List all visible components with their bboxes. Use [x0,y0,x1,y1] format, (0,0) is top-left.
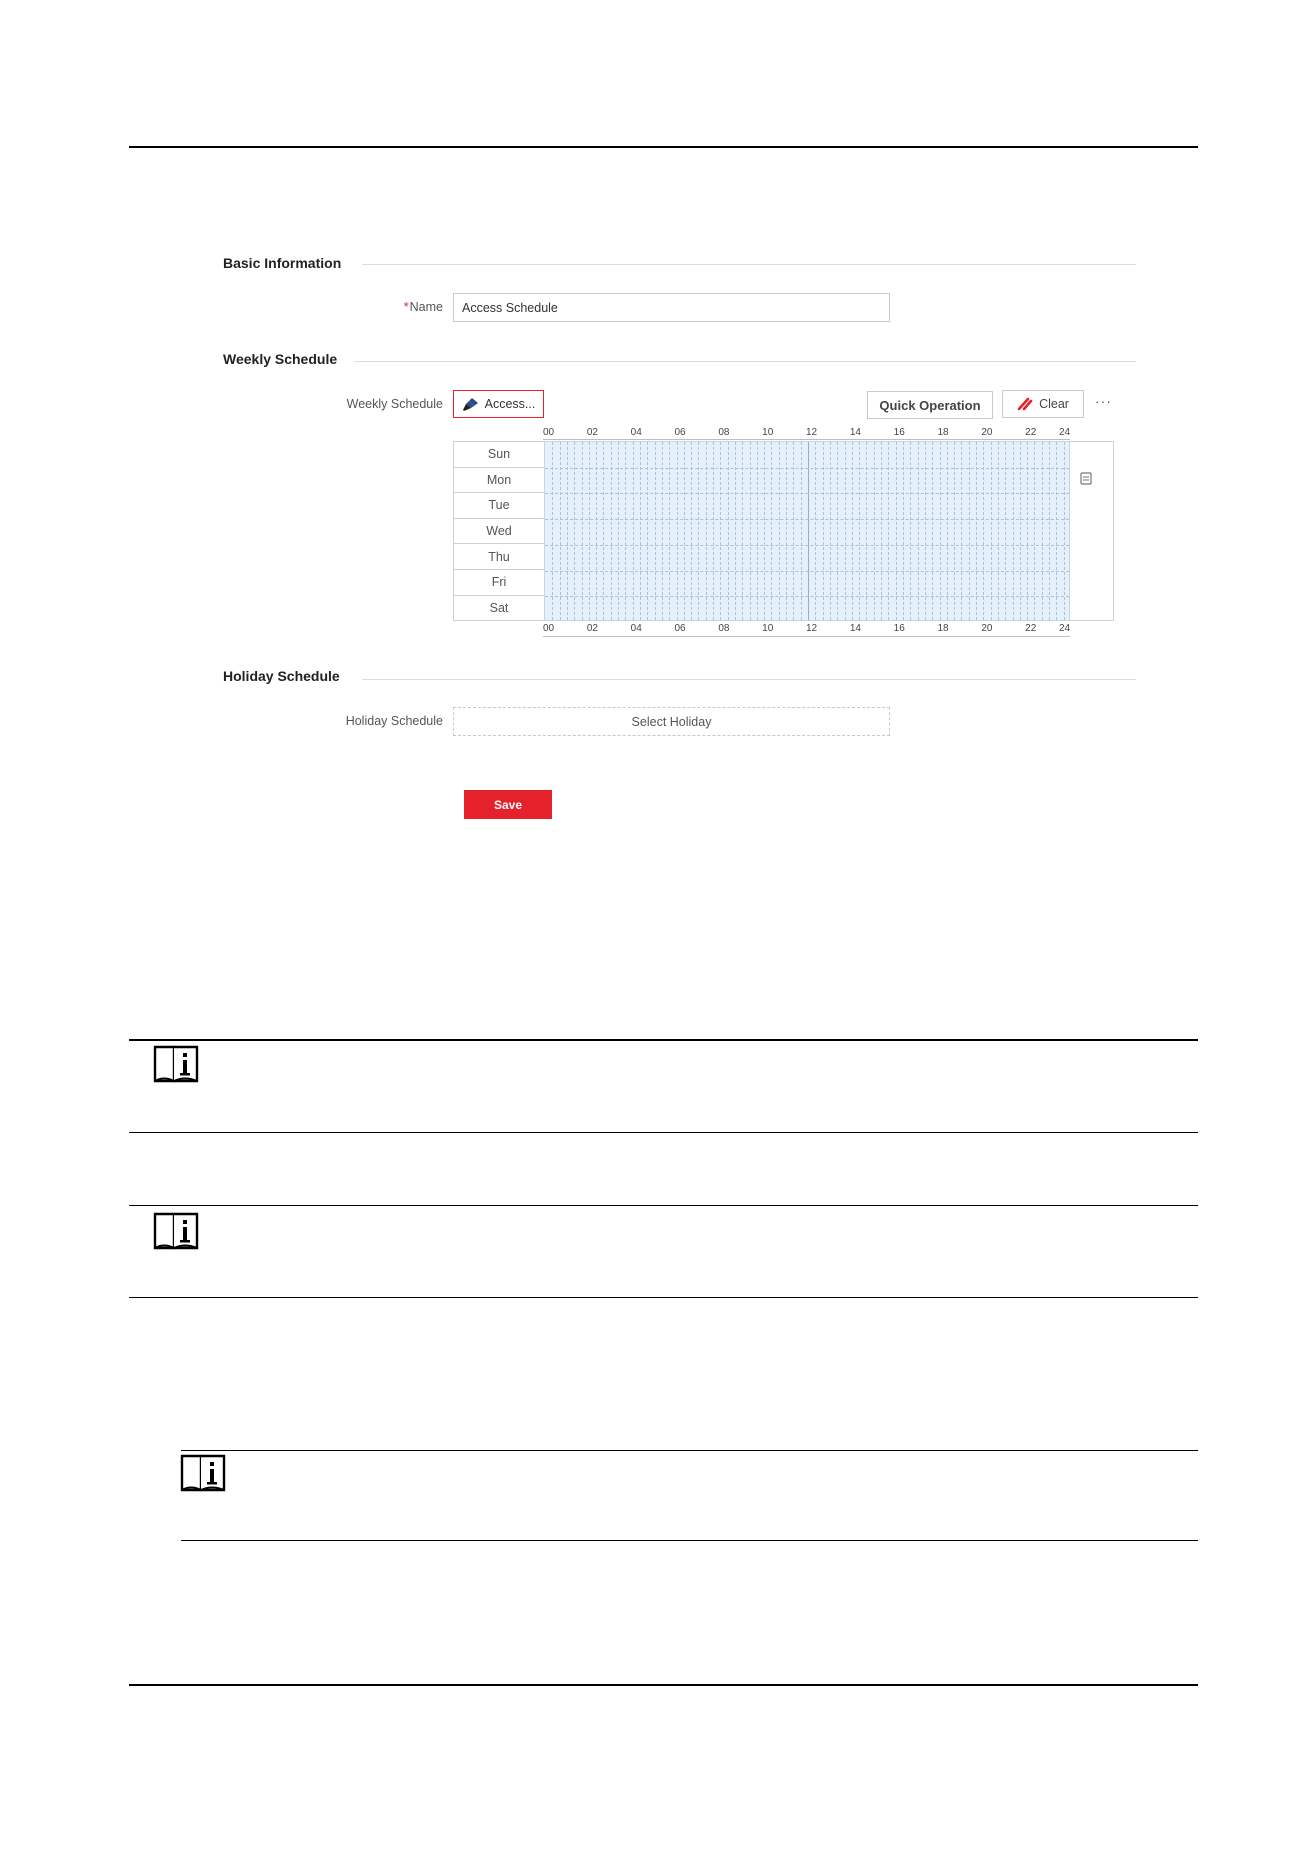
holiday-schedule-label: Holiday Schedule [345,714,443,728]
hour-tick-label: 18 [937,427,949,438]
weekly-schedule-title: Weekly Schedule [223,351,338,367]
note-book-info-icon [153,1045,199,1083]
hour-tick-label: 04 [630,623,642,634]
hour-tick-label: 18 [937,623,949,634]
name-input[interactable] [453,293,890,322]
grid-line [545,571,1069,572]
select-holiday-label: Select Holiday [631,714,712,729]
hour-tick-label: 22 [1025,427,1037,438]
grid-line [545,519,1069,520]
schedule-side-panel [1070,441,1114,621]
note-top-rule [129,1039,1198,1041]
hour-tick-label: 10 [762,623,774,634]
note-bottom-rule [129,1297,1198,1298]
page-footer-rule [129,1684,1198,1686]
note-book-info-icon [180,1454,226,1492]
holiday-schedule-title: Holiday Schedule [223,668,340,684]
grid-line [545,468,1069,469]
hour-tick-label: 22 [1025,623,1037,634]
hour-tick-label: 08 [718,623,730,634]
hour-tick-label: 08 [718,427,730,438]
day-label: Sat [489,601,509,616]
hour-ruler-line [543,636,1070,637]
brush-icon [462,397,479,412]
hour-tick-label: 06 [674,427,686,438]
hour-tick-label: 10 [762,427,774,438]
name-label [404,300,443,314]
hour-tick-label: 14 [849,427,861,438]
hour-tick-label: 00 [543,623,555,634]
note-book-info-icon [153,1212,199,1250]
day-labels [453,441,544,621]
hour-tick-label: 12 [806,427,818,438]
day-label: Mon [454,468,544,494]
grid-line [545,596,1069,597]
note-bottom-rule [181,1540,1198,1541]
quick-operation-label: Quick Operation [879,397,981,413]
day-label: Tue [454,493,544,519]
save-button[interactable] [464,790,552,819]
day-label: Sun [454,442,544,468]
save-label: Save [493,797,523,812]
page-header-rule [129,146,1198,148]
weekly-schedule-label: Weekly Schedule [346,397,443,411]
section-divider [362,679,1136,680]
hour-tick-label: 16 [893,427,905,438]
required-marker: * [403,300,409,314]
hour-tick-label: 20 [981,427,993,438]
grid-line [545,545,1069,546]
note-top-rule [181,1450,1198,1451]
name-label-text: Name [409,300,443,314]
grid-line [545,493,1069,494]
day-label: Wed [454,519,544,545]
day-label: Fri [454,570,544,596]
clear-label: Clear [1039,397,1069,411]
quick-operation-button[interactable] [867,391,993,419]
note-top-rule [129,1205,1198,1206]
hour-tick-label: 02 [586,427,598,438]
hour-tick-label: 20 [981,623,993,634]
hour-tick-label: 24 [1059,623,1071,634]
access-template-label: Access... [484,397,536,411]
hour-tick-label: 24 [1059,427,1071,438]
hour-tick-label: 00 [543,427,555,438]
basic-information-title: Basic Information [223,255,342,271]
clear-button[interactable] [1002,390,1084,418]
hour-tick-label: 14 [849,623,861,634]
hour-tick-label: 02 [586,623,598,634]
hour-tick-label: 04 [630,427,642,438]
day-label: Thu [454,544,544,570]
weekly-schedule-grid[interactable] [544,441,1070,621]
hour-tick-label: 06 [674,623,686,634]
section-divider [354,361,1136,362]
hour-tick-label: 12 [806,623,818,634]
more-options-icon[interactable]: ··· [1095,393,1112,409]
select-holiday-button[interactable] [453,707,890,736]
copy-icon[interactable] [1080,472,1092,485]
hour-ruler-line [543,439,1070,440]
hour-tick-label: 16 [893,623,905,634]
eraser-icon [1017,397,1033,411]
note-bottom-rule [129,1132,1198,1133]
section-divider [362,264,1136,265]
access-template-button[interactable] [453,390,544,418]
